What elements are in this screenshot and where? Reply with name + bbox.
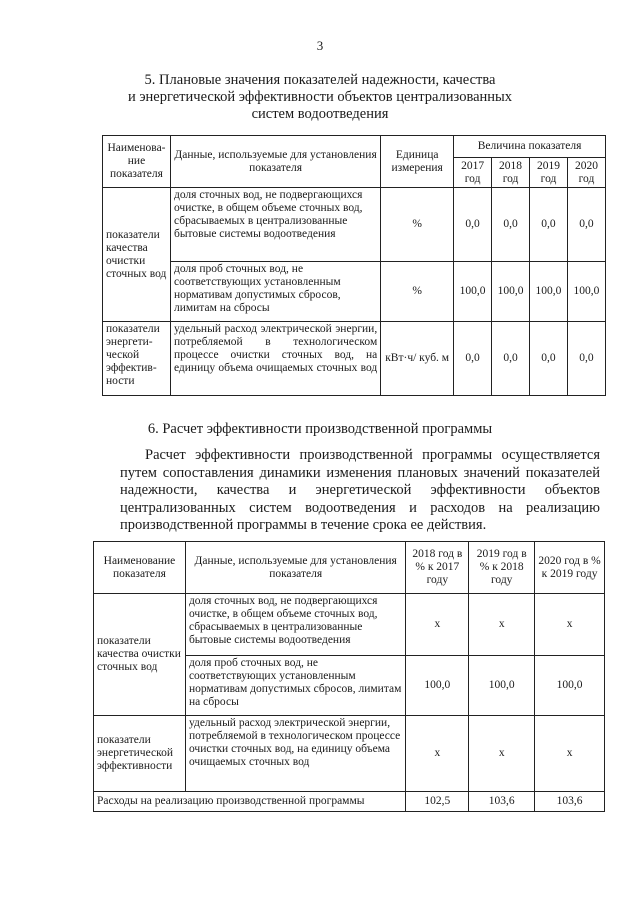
row-unit: кВт·ч/ куб. м [381, 322, 454, 396]
row-value: 102,5 [406, 792, 469, 812]
row-unit: % [381, 188, 454, 262]
group-name: показатели качества очистки сточных вод [103, 188, 171, 322]
paragraph-line: Расчет эффективности производственной программы осуществляется [145, 447, 600, 463]
row-value: х [406, 594, 469, 656]
paragraph-line: производственной программы в течение срока ее действия. [120, 517, 487, 533]
paragraph-line: надежности, качества и энергетической эффективности объектов [120, 482, 600, 498]
header-col: 2019 год в % к 2018 году [469, 542, 535, 594]
table-row [94, 594, 605, 656]
section6-paragraph [120, 447, 600, 535]
page-number: 3 [316, 38, 324, 53]
header-year: 2017 год [454, 158, 492, 188]
header-year: 2019 год [530, 158, 568, 188]
row-value: х [535, 594, 605, 656]
row-text: доля сточных вод, не подвергающихся очистке, в общем объеме сточных вод, сбрасываемых в централизованные бытовые системы водоотведения [185, 594, 405, 656]
header-year: 2020 год [567, 158, 605, 188]
row-value: 0,0 [567, 188, 605, 262]
row-value: 0,0 [492, 322, 530, 396]
header-unit: Единица измерения [381, 136, 454, 188]
row-value: 0,0 [567, 322, 605, 396]
row-value: 0,0 [454, 188, 492, 262]
row-value: 103,6 [469, 792, 535, 812]
table-row [103, 322, 606, 396]
row-text: удельный расход электрической энергии, потребляемой в технологическом процессе очистки сточных вод, на единицу объема очищаемых сточных вод [170, 322, 380, 396]
group-name: показатели энергети-ческой эффектив-ности [103, 322, 171, 396]
row-value: 100,0 [530, 262, 568, 322]
row-value: 0,0 [454, 322, 492, 396]
expenses-label: Расходы на реализацию производственной программы [94, 792, 406, 812]
group-name: показатели качества очистки сточных вод [94, 594, 186, 716]
section5-title-line-2: и энергетической эффективности объектов централизованных [127, 89, 513, 105]
row-value: 0,0 [530, 322, 568, 396]
row-value: х [469, 594, 535, 656]
row-value: 100,0 [469, 656, 535, 716]
header-year: 2018 год [492, 158, 530, 188]
row-value: х [535, 716, 605, 792]
row-text: доля проб сточных вод, не соответствующих установленным нормативам допустимых сбросов, лимитам на сбросы [185, 656, 405, 716]
row-value: 100,0 [567, 262, 605, 322]
row-value: х [406, 716, 469, 792]
header-name: Наименование показателя [94, 542, 186, 594]
section5-title-line-1: 5. Плановые значения показателей надежности, качества [144, 72, 496, 88]
header-col: 2020 год в % к 2019 году [535, 542, 605, 594]
table-row-expenses [94, 792, 605, 812]
table-row [103, 262, 606, 322]
paragraph-line: централизованных систем водоотведения и расходов на реализацию [120, 499, 600, 516]
row-value: 0,0 [492, 188, 530, 262]
row-value: 103,6 [535, 792, 605, 812]
group-name: показатели энергетической эффективности [94, 716, 186, 792]
header-data: Данные, используемые для установления показателя [170, 136, 380, 188]
header-col: 2018 год в % к 2017 году [406, 542, 469, 594]
section6-title: 6. Расчет эффективности производственной программы [147, 421, 493, 437]
row-value: 100,0 [454, 262, 492, 322]
header-name: Наименова-ние показателя [103, 136, 171, 188]
row-value: 100,0 [406, 656, 469, 716]
row-text: удельный расход электрической энергии, потребляемой в технологическом процессе очистки сточных вод, на единицу объема очищаемых сточных вод [185, 716, 405, 792]
row-unit: % [381, 262, 454, 322]
row-value: 0,0 [530, 188, 568, 262]
table-efficiency [93, 541, 605, 812]
section5-title-line-3: систем водоотведения [251, 106, 389, 122]
row-value: 100,0 [492, 262, 530, 322]
table-planned-indicators [102, 135, 606, 396]
row-value: 100,0 [535, 656, 605, 716]
header-value: Величина показателя [454, 136, 606, 158]
table-row [103, 188, 606, 262]
header-data: Данные, используемые для установления показателя [185, 542, 405, 594]
row-text: доля сточных вод, не подвергающихся очистке, в общем объеме сточных вод, сбрасываемых в централизованные бытовые системы водоотведения [170, 188, 380, 262]
row-value: х [469, 716, 535, 792]
table-row [94, 716, 605, 792]
row-text: доля проб сточных вод, не соответствующих установленным нормативам допустимых сбросов, лимитам на сбросы [170, 262, 380, 322]
paragraph-line: путем сопоставления динамики изменения плановых значений показателей [120, 464, 600, 481]
